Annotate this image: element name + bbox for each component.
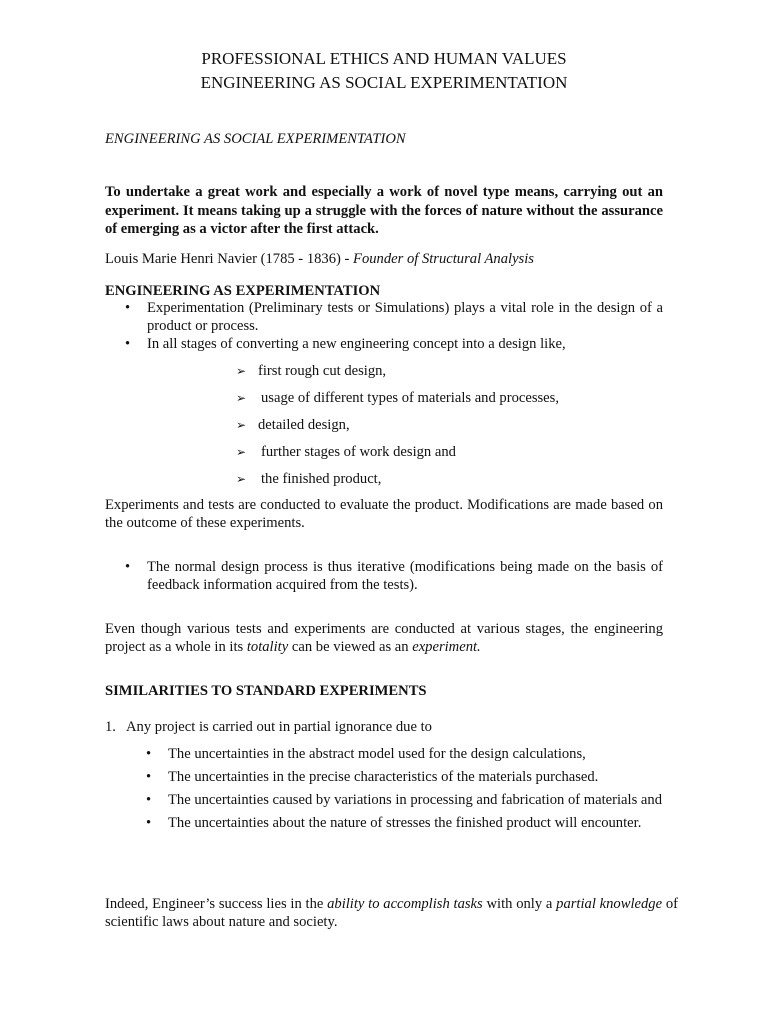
numbered-item: [105, 718, 432, 736]
emphasis-totality: totality: [246, 639, 289, 655]
paragraph-experiments-tests: Experiments and tests are conducted to evaluate the product. Modifications are made based on the outcome of these experiments.: [105, 497, 663, 531]
arrowhead-right-icon: ➢: [236, 472, 247, 486]
attribution-name: Louis Marie Henri Navier (1785 - 1836) -: [105, 251, 354, 267]
item-text: Any project is carried out in partial ignorance due to: [126, 719, 432, 735]
list-item: [236, 362, 559, 389]
iterative-bullet-list: [105, 558, 663, 594]
arrowhead-right-icon: ➢: [236, 418, 247, 432]
text-run: Indeed, Engineer’s success lies in the: [105, 896, 328, 912]
list-item: • The normal design process is thus iterative (modifications being made on the basis of feedback information acquired from the tests).: [105, 558, 663, 594]
text-run: can be viewed as an: [288, 639, 413, 655]
quote-attribution: [105, 250, 705, 268]
stage-label: first rough cut design,: [258, 363, 387, 379]
list-item: [236, 470, 559, 497]
arrowhead-right-icon: ➢: [236, 391, 247, 405]
stage-label: detailed design,: [258, 417, 350, 433]
list-item: • In all stages of converting a new engineering concept into a design like,: [105, 335, 663, 353]
experimentation-bullet-list: [105, 299, 663, 353]
section-title: ENGINEERING AS SOCIAL EXPERIMENTATION: [105, 131, 406, 147]
list-item: • The uncertainties caused by variations in processing and fabrication of materials and: [127, 791, 678, 809]
emphasis-ability: ability to accomplish tasks: [327, 896, 483, 912]
stage-label: the finished product,: [261, 471, 382, 487]
text-run: Even though various tests and experiments are conducted at various stages, the engineering project as a whole in its: [105, 621, 663, 655]
emphasis-experiment: experiment.: [412, 639, 481, 655]
attribution-role: Founder of Structural Analysis: [353, 251, 534, 267]
design-stages-list: [236, 362, 559, 497]
arrowhead-right-icon: ➢: [236, 445, 247, 459]
list-item: [236, 389, 559, 416]
header-line-2: ENGINEERING AS SOCIAL EXPERIMENTATION: [200, 73, 568, 92]
stage-label: further stages of work design and: [261, 444, 456, 460]
emphasis-partial-knowledge: partial knowledge: [556, 896, 663, 912]
list-item: • The uncertainties in the abstract model used for the design calculations,: [127, 745, 678, 763]
paragraph-totality: [105, 620, 663, 656]
text-run: of scientific laws about nature and society.: [105, 896, 679, 930]
list-item: • The uncertainties in the precise characteristics of the materials purchased.: [127, 768, 678, 786]
item-number: 1.: [105, 719, 116, 735]
heading-engineering-as-experimentation: ENGINEERING AS EXPERIMENTATION: [105, 283, 381, 299]
heading-similarities: SIMILARITIES TO STANDARD EXPERIMENTS: [105, 683, 427, 699]
list-item: • Experimentation (Preliminary tests or Simulations) plays a vital role in the design of a product or process.: [105, 299, 663, 335]
list-item: • The uncertainties about the nature of stresses the finished product will encounter.: [127, 814, 678, 832]
stage-label: usage of different types of materials and processes,: [261, 390, 559, 406]
document-header: [0, 47, 768, 95]
header-line-1: PROFESSIONAL ETHICS AND HUMAN VALUES: [201, 49, 567, 68]
list-item: [236, 443, 559, 470]
uncertainties-bullet-list: [127, 745, 678, 837]
paragraph-engineer-success: [105, 895, 678, 931]
opening-quote: To undertake a great work and especially a work of novel type means, carrying out an experiment. It means taking up a struggle with the forces of nature without the assurance of emerging as a victor after the first attack.: [105, 184, 663, 237]
arrowhead-right-icon: ➢: [236, 364, 247, 378]
list-item: [236, 416, 559, 443]
text-run: with only a: [482, 896, 557, 912]
